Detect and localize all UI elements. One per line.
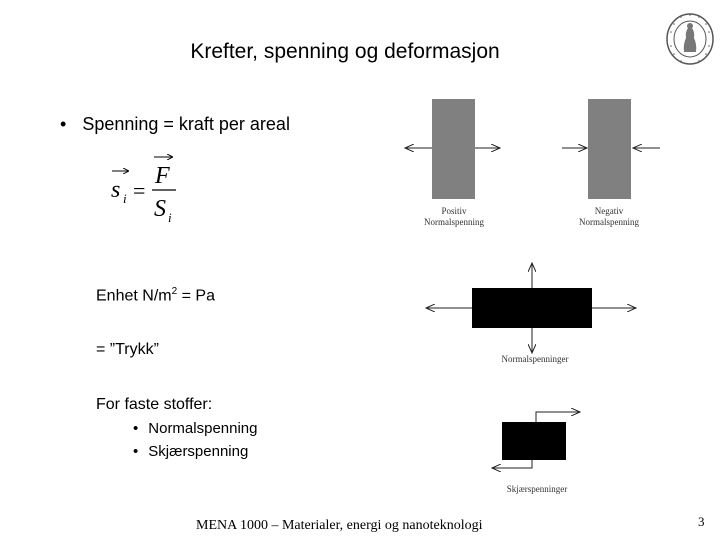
bullet-marker: • (60, 114, 67, 134)
sub-bullet-text: Skjærspenning (148, 443, 249, 460)
unit-line: Enhet $N/m^2 = Pa$ (96, 286, 215, 305)
normal-block (472, 288, 592, 328)
formula-denominator: S (154, 196, 166, 222)
trykk-line: = ”Trykk” (96, 341, 159, 358)
shear-stresses-diagram (488, 404, 588, 474)
formula-denominator-sub: i (168, 210, 172, 225)
negative-label: Negativ Normalspenning (579, 206, 639, 227)
slide-title: Krefter, spenning og deformasjon (190, 40, 500, 63)
solids-heading: For faste stoffer: (96, 396, 213, 413)
sub-bullet-shear (133, 443, 248, 460)
normal-stresses-block-diagram (420, 258, 640, 358)
sub-bullet-normal (133, 420, 258, 437)
main-bullet (60, 114, 290, 135)
stress-formula (108, 152, 198, 227)
positive-label: Positiv Normalspenning (424, 206, 484, 227)
positive-stress-bar (432, 99, 475, 199)
slide-footer: MENA 1000 – Materialer, energi og nanoteknologi (196, 518, 483, 533)
main-bullet-text: Spenning = kraft per areal (82, 114, 290, 134)
formula-lhs: s (111, 177, 121, 203)
negative-stress-bar (588, 99, 631, 199)
sub-bullet-text: Normalspenning (148, 420, 258, 437)
sub-bullet-marker: • (133, 443, 139, 460)
shear-block (502, 422, 566, 460)
sub-bullet-marker: • (133, 420, 139, 437)
normal-stresses-label: Normalspenninger (501, 354, 569, 364)
page-number: 3 (698, 514, 705, 529)
formula-equals: = (133, 178, 146, 203)
shear-stresses-label: Skjærspenninger (506, 484, 568, 494)
formula-numerator: F (155, 163, 170, 189)
formula-lhs-sub: i (123, 191, 127, 206)
